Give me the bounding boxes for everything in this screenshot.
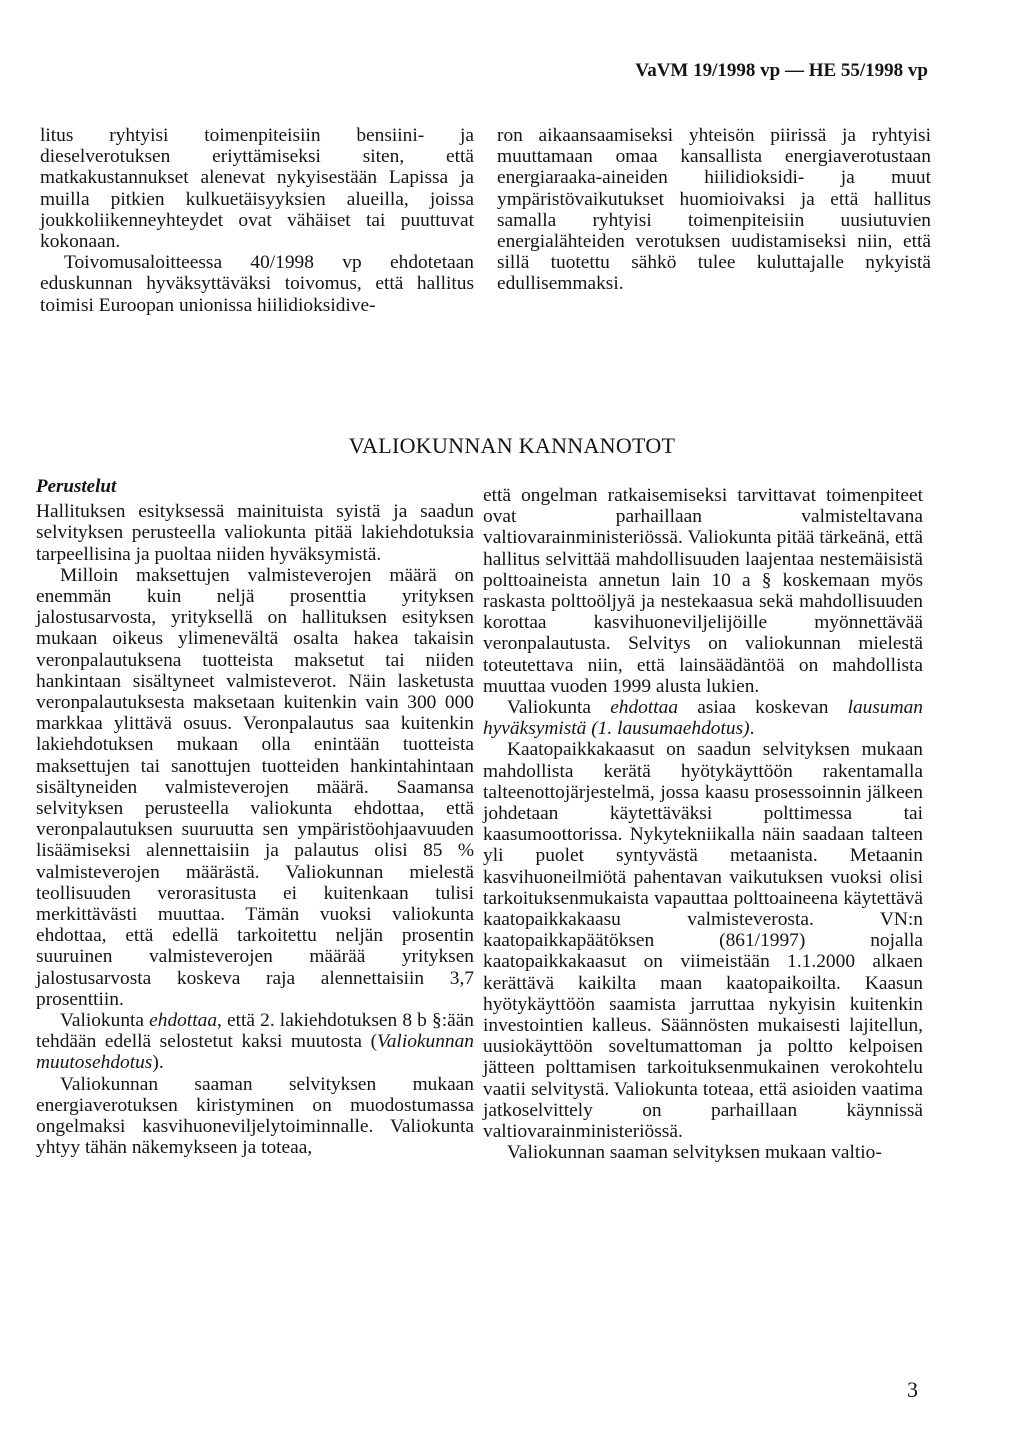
paragraph: Hallituksen esityksessä mainituista syistä ja saadun selvityksen perusteella valiokunta pitää lakiehdotuksia tarpeellisina ja puoltaa niiden hyväksymistä. — [36, 501, 474, 565]
paragraph: Valiokunta ehdottaa, että 2. lakiehdotuksen 8 b §:ään tehdään edellä selostetut kaksi muutosta (Valiokunnan muutosehdotus). — [36, 1010, 474, 1074]
bottom-left-column — [36, 476, 474, 1159]
paragraph: Valiokunnan saaman selvityksen mukaan energiaverotuksen kiristyminen on muodostumassa ongelmaksi kasvihuoneviljelytoiminnalle. Valiokunta yhtyy tähän näkemykseen ja toteaa, — [36, 1073, 474, 1159]
top-left-column — [40, 125, 474, 316]
subheading: Perustelut — [36, 476, 117, 497]
paragraph: Toivomusaloitteessa 40/1998 vp ehdotetaan eduskunnan hyväksyttäväksi toivomus, että hallitus toimisi Euroopan unionissa hiilidioksidive- — [40, 252, 474, 316]
page-number: 3 — [907, 1377, 918, 1402]
paragraph: Valiokunta ehdottaa asiaa koskevan lausuman hyväksymistä (1. lausumaehdotus). — [483, 697, 923, 740]
paragraph: litus ryhtyisi toimenpiteisiin bensiini- ja dieselverotuksen eriyttämiseksi siten, että matkakustannukset alenevat nykyisestään Lapissa ja muilla pitkien kulkuetäisyyksien alueilla, joissa joukkoliikenneyhteydet ovat vähäiset tai puuttuvat kokonaan. — [40, 125, 474, 253]
paragraph: ron aikaansaamiseksi yhteisön piirissä ja ryhtyisi muuttamaan omaa kansallista energiaverotustaan energiaraaka-aineiden hiilidioksidi- ja muut ympäristövaikutukset huomioivaksi ja että hallitus samalla ryhtyisi toimenpiteisiin uusiutuvien energialähteiden verotuksen uudistamiseksi niin, että sillä tuotettu sähkö tulee kuluttajalle nykyistä edullisemmaksi. — [497, 125, 931, 295]
bottom-right-column — [483, 485, 923, 1164]
paragraph: Kaatopaikkakaasut on saadun selvityksen mukaan mahdollista kerätä hyötykäyttöön rakentamalla talteenottojärjestelmä, jossa kaasu prosessoinnin jälkeen johdetaan käytettäväksi polttimessa tai kaasumoottorissa. Nykytekniikalla näin saadaan talteen yli puolet syntyvästä metaanista. Metaanin kasvihuoneilmiötä pahentavan vaikutuksen vuoksi olisi tarkoituksenmukaista vapauttaa polttoaineena käytettävä kaatopaikkakaasu valmisteverosta. VN:n kaatopaikkapäätöksen (861/1997) nojalla kaatopaikkakaasut on viimeistään 1.1.2000 alkaen kerättävä kaikilta maan kaatopaikoilta. Kaasun hyötykäyttöön saamista jarruttaa nykyisin kuitenkin investointien kalleus. Säännösten mukaisesti lajitellun, uusiokäyttöön soveltumattoman ja poltto kelpoisen jätteen polttamisen tarkoituksenmukainen verokohtelu vaatii selvitystä. Valiokunta toteaa, että asioiden vaatima jatkoselvittely on parhaillaan käynnissä valtiovarainministeriössä. — [483, 739, 923, 1143]
paragraph: että ongelman ratkaisemiseksi tarvittavat toimenpiteet ovat parhaillaan valmisteltavana valtiovarainministeriössä. Valiokunta pitää tärkeänä, että hallitus selvittää mahdollisuuden laajentaa nestemäisistä polttoaineista annetun lain 10 a § koskemaan myös raskasta polttoöljyä ja nestekaasua sekä mahdollisuuden korottaa kasvihuoneviljelijöille myönnettävää veronpalautusta. Selvitys on valiokunnan mielestä toteutettava niin, että lainsäädäntöä on mahdollista muuttaa vuoden 1999 alusta lukien. — [483, 485, 923, 697]
paragraph: Milloin maksettujen valmisteverojen määrä on enemmän kuin neljä prosenttia yrityksen jalostusarvosta, yrityksellä on hallituksen esityksen mukaan oikeus ylimenevältä osalta hakea takaisin veronpalautuksena tuotteista maksetut tai niiden hankintaan sisältyneet valmisteverot. Näin lasketusta veronpalautuksesta maksetaan kuitenkin vain 300 000 markkaa ylittävä osuus. Veronpalautus saa kuitenkin lakiehdotuksen mukaan olla enintään tuotteista maksettujen tai sanottujen tuotteiden hankintahintaan sisältyneiden valmisteverojen määrä. Saamansa selvityksen perusteella valiokunta ehdottaa, että veronpalautuksen suuruutta sen ympäristöohjaavuuden lisäämiseksi alennettaisiin ja palautus olisi 85 % valmisteverojen määrästä. Valiokunnan mielestä teollisuuden verorasitusta ei kuitenkaan tulisi merkittävästi muuttaa. Tämän vuoksi valiokunta ehdottaa, että edellä tarkoitettu neljän prosentin suuruinen valmisteverojen määrää yrityksen jalostusarvosta koskeva raja alennettaisiin 3,7 prosenttiin. — [36, 564, 474, 1010]
paragraph: Valiokunnan saaman selvityksen mukaan valtio- — [507, 1142, 882, 1164]
section-heading: VALIOKUNNAN KANNANOTOT — [348, 433, 676, 458]
running-header: VaVM 19/1998 vp — HE 55/1998 vp — [635, 60, 928, 81]
top-right-column — [497, 125, 931, 295]
